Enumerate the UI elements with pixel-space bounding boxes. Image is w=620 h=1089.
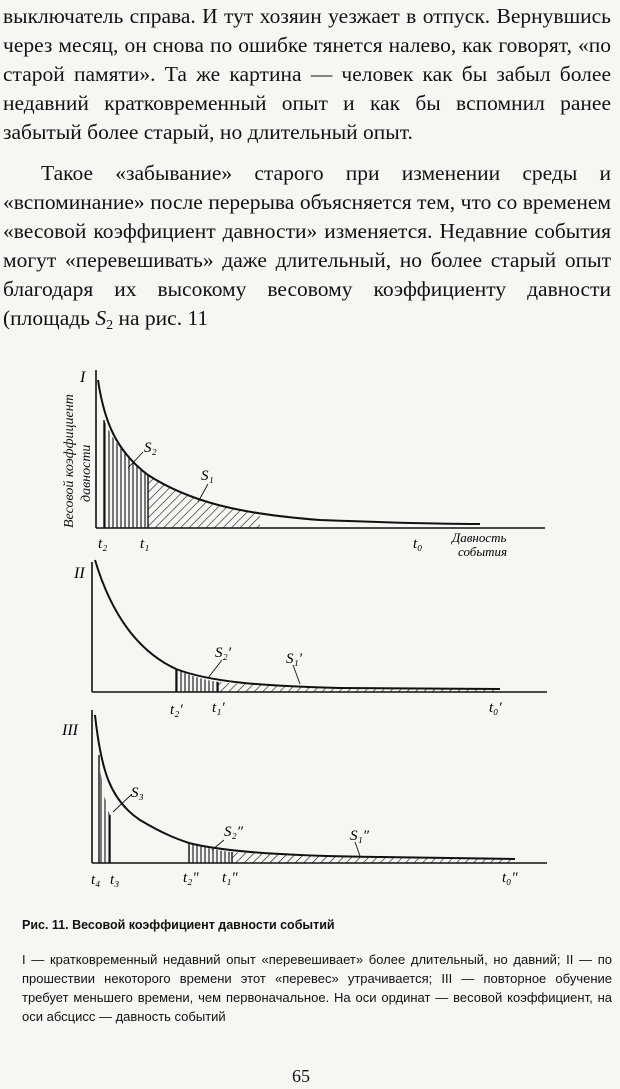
- panel-2-label-t2: t₂′: [170, 702, 183, 718]
- figure-caption-title: Рис. 11. Весовой коэффициент давности событий: [22, 918, 335, 932]
- body-paragraph-2: [3, 159, 611, 340]
- x-axis-label-2: события: [458, 544, 508, 559]
- panel-1-leader-s1: [198, 484, 208, 502]
- panel-1-label-t0: t₀: [413, 536, 423, 552]
- panel-3-label-s3: S₃: [131, 785, 144, 801]
- figure-11: [0, 360, 620, 905]
- panel-3-label-t1: t₁″: [222, 870, 238, 886]
- panel-1-label-t2: t₂: [98, 536, 108, 552]
- body-paragraph-1: выключатель справа. И тут хозяин уезжает в отпуск. Вернувшись через месяц, он снова по ошибке тянется налево, как говорят, «по старой памяти». Та же картина — человек как бы забыл более недавний кратковременный опыт и как бы вспомнил ранее забытый более старый, но длительный опыт.: [3, 4, 611, 144]
- panel-2-leader-s2: [208, 660, 222, 678]
- paragraph-2-end: на рис. 11: [113, 306, 209, 330]
- x-axis-label-1: Давность: [452, 530, 507, 545]
- panel-2-label-t1: t₁′: [212, 700, 225, 716]
- y-axis-label-2: давности: [79, 444, 94, 502]
- variable-s: S: [95, 306, 107, 330]
- panel-2-area-s2: [176, 669, 218, 692]
- panel-2: [73, 560, 547, 718]
- panel-2-leader-s1: [293, 665, 300, 684]
- panel-1: [79, 369, 545, 559]
- panel-1-label-s1: S₁: [201, 468, 214, 484]
- y-axis-label-1: Весовой коэффициент: [62, 394, 77, 528]
- panel-1-area-s2: [104, 420, 148, 528]
- panel-1-label-t1: t₁: [140, 536, 150, 552]
- panel-2-curve: [95, 560, 500, 689]
- panel-3-label-t2: t₂″: [183, 870, 199, 886]
- paragraph-2-start: Такое «забывание» старого при изменении среды и «вспоминание» после перерыва объясняется тем, что со временем «весовой коэффициент давности» изменяется. Недавние события могут «перевешивать» даже длительный, но более старый опыт благодаря их высокому весовому коэффициенту давности (площадь: [3, 161, 611, 330]
- panel-2-roman: II: [74, 565, 85, 582]
- panel-1-label-s2: S₂: [144, 440, 157, 456]
- figure-caption-text: I — кратковременный недавний опыт «перевешивает» более длительный, но давний; II — по прошествии некоторого времени этот «перевес» утрачивается; III — повторное обучение требует меньшего времени, чем первоначальное. На оси ординат — весовой коэффициент, на оси абсцисс — давность событий: [22, 952, 612, 1024]
- panel-3-label-s2: S₂″: [224, 824, 243, 840]
- panel-2-label-s2: S₂′: [215, 645, 231, 661]
- panel-3-label-s1: S₁″: [350, 828, 369, 844]
- panel-2-label-s1: S₁′: [286, 651, 302, 667]
- panel-1-roman: I: [80, 369, 86, 386]
- panel-3-curve: [95, 715, 515, 859]
- panel-3-label-t4: t₄: [91, 872, 101, 888]
- panel-3-area-s2: [189, 843, 232, 863]
- variable-s-subscript: 2: [106, 318, 114, 333]
- panel-3: [61, 710, 547, 888]
- panel-3-label-t3: t₃: [110, 872, 120, 888]
- panel-3-roman: III: [62, 722, 78, 739]
- page-number: 65: [292, 1066, 310, 1086]
- panel-2-label-t0: t₀′: [489, 700, 502, 716]
- panel-3-label-t0: t₀″: [502, 870, 518, 886]
- panel-3-leader-s1: [355, 842, 360, 856]
